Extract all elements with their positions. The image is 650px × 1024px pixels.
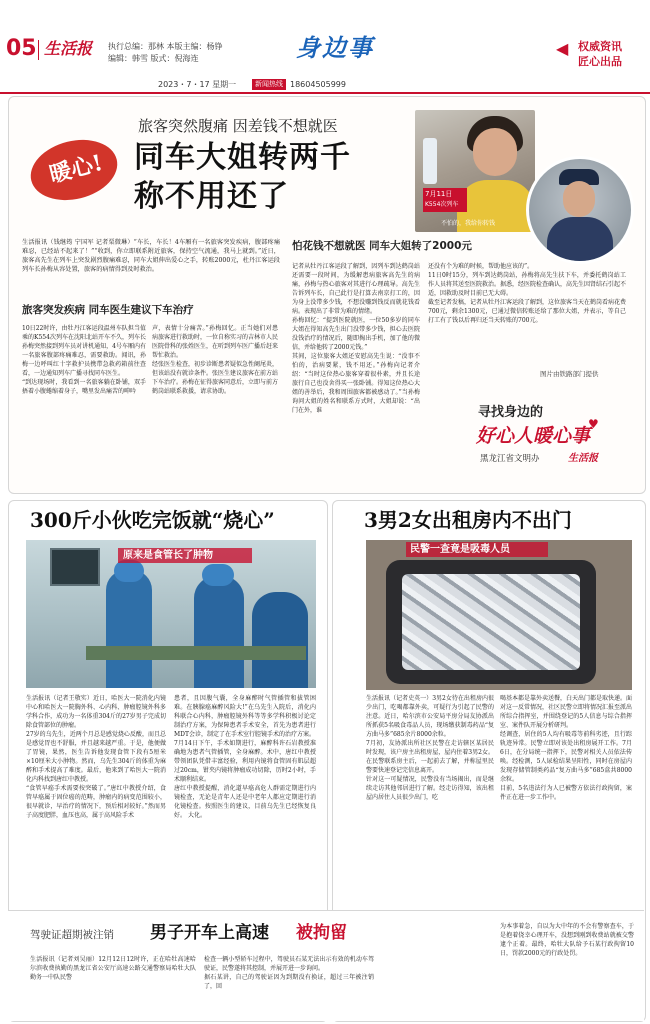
story3-col2-p2: 经调查，居住的5人均有吸毒等前科劣迹，且行踪轨迹异常。民警立即对该处出租房展开工作。7月6日，在分局统一指挥下，民警对相关人员依法传唤。经检测，5人尿检结果呈阳性，同时在房屋内发现存储管制类药品“复方曲马多”685盒共8000余粒。 <box>500 731 632 783</box>
story2-col2-p3: 唐红中教授提醒，消化道早癌高危人群需定期进行内镜检查，无论是青年人还是中老年人都应定期进行消化镜检查。按照医生的建议，目前乌先生已经恢复良好。 <box>174 785 316 819</box>
section-title: 身边事 <box>296 33 374 62</box>
photo-caption-train: K554次列车 <box>425 201 459 208</box>
page-number: 05 <box>6 36 37 61</box>
story1-col1 <box>22 324 146 488</box>
patient-table <box>86 646 306 660</box>
conductor-photo <box>526 156 634 264</box>
story4-headline-black: 男子开车上高速 <box>150 923 269 943</box>
story1-col3-p2: 孙梅回忆：“提到医院就医，一位50多岁的同车大姐在得知高先生出门没带多少钱，担心去医院没钱治疗的情况后，随即掏出手机，加了他的微信，并给他转了2000元钱。” <box>292 317 420 351</box>
story3-col2-p1: 喝基本都是靠外卖送餐，白天出门都是取快递。面对这一反常情况，社区民警立即将情况汇报至派出所综合指挥室，并围绕登记的5人信息与综合指挥室、案件队开展分析研判。 <box>500 695 632 729</box>
passenger-photo <box>415 110 535 232</box>
issue-date: 2023・7・17 星期一 <box>158 80 237 89</box>
story1-col4 <box>428 262 626 370</box>
story1-subhead-2: 怕花钱不想就医 同车大姐转了2000元 <box>292 240 472 252</box>
slogan-line-1: 权威资讯 <box>578 40 622 53</box>
story1-col2 <box>152 324 278 488</box>
conductor-uniform <box>547 217 613 264</box>
surgeon-right <box>252 592 308 688</box>
conductor-face <box>563 181 595 217</box>
story2-col1-p2: 27岁的乌先生，近两个月总是感觉烧心反酸，而且总是感觉胃也不舒服，并且越来越严重。于是，他便做了胃镜，果然，医生告诉他发现食管下段有5厘米×10厘米大小肿物。然而，乌先生304斤的体重为麻醉和手术提高了难度。最后，他来到了哈医大一院消化内科找到唐红中教授。 <box>26 731 166 783</box>
chevron-icon: ◀ <box>556 39 569 58</box>
story1-col3-p1: 记者从牡丹江客运段了解到，因列车到达鹤岗站还需要一段时间，为缓解患病旅客高先生的病痛，孙梅与热心旅客对其进行心理疏导。高先生告诉列车长，自己此行是打算去南京打工的，因为身上没带多少钱，不想没赚到钱反而就花钱看病。表现出了非常为难的情绪。 <box>292 263 420 315</box>
story1-col4-p1: 还没有个为难的时候，帮助他应该的”。 <box>428 263 534 270</box>
story1-headline-line2: 称不用还了 <box>134 179 289 214</box>
story1-col1-p1: 10日22时许，由牡丹江客运段温州车队担当值乘的K554次列车在沈阳北站开车不久，列车长孙梅突然接到列车员对讲机通知，4号车厢内有一名旅客腹部疼痛难忍，需要救助。闻讯，孙梅一边呼叫红十字救护员携带急救药箱前往查看，一边通知列车广播寻找同车医生。 <box>22 325 146 377</box>
editors-line-2: 编辑：韩雪 版式：倪海连 <box>108 54 199 63</box>
hotline-number: 18604505999 <box>290 80 346 89</box>
story2-col2-stub: 大化。 <box>187 812 206 819</box>
feature-org: 黑龙江省文明办 <box>480 454 540 464</box>
story4-col3: 为本事着急，自以为大中年的不会有警察查车，于是抱着侥幸心理开车，没想到刚到收费站就被交警逮个正着。最终，哈牡大队给予石某行政拘留10日，罚款2000元的行政处罚。 <box>500 923 634 957</box>
pill-packs <box>402 574 580 670</box>
photo-caption-date: 7月11日 <box>425 190 453 198</box>
story3-col2-p3: 目前，5名违法行为人已被警方依法行政拘留，案件正在进一步工作中。 <box>500 785 632 801</box>
story2-col2-p2: 7月14日下午，手术如期进行，麻醉科许石岩教授准确地为患者气管插管，全身麻醉。术中，唐红中教授带领团队凭借丰富经验，利用内镜将食管固有肌层超过20cm，钳夹内镜将肿瘤成功切除，历时2小时，手术顺利结束。 <box>174 740 316 783</box>
story4-col2-p1: 检查一辆小型轿车过程中，驾驶员石某无法出示有效的机动车驾驶证，民警遂将其控制，并展开进一步询问。 <box>204 956 374 972</box>
story1-kicker: 旅客突然腹痛 因差钱不想就医 <box>138 117 338 135</box>
monitor <box>50 548 100 586</box>
story2-col1-p3: “食管早癌手术需要按突破了。”唐红中教授介绍，食管早癌属于固位癌的范畴，肿瘤内的病变范围较小，很早就诊，早治疗的情况下，预后相对较好。”然而男子高度肥胖，血压也高，属于高风险手术 <box>26 785 166 819</box>
story4-col1: 生活报讯（记者刘吴丽）12月12日12时许，正在哈牡高速哈尔滨收费执勤的黑龙江省公安厅高速公路交通警察局哈牡大队勤务一中队民警 <box>30 956 196 981</box>
header-divider <box>38 40 39 60</box>
story1-photo-credit: 图片由铁路部门提供 <box>540 370 599 378</box>
story3-col2 <box>500 694 632 904</box>
story1-col3 <box>292 262 420 488</box>
story4-headline-red: 被拘留 <box>296 923 347 943</box>
story1-col4-p3: 截至记者发稿，记者从牡丹江客运段了解到，这位旅客当天在鹤岗看病花费700元，剩余1300元，已通过微信转账还给了那位大姐，并表示，等自己打工有了钱以后再归还当天转账的700元。 <box>428 299 626 324</box>
photo-caption-bottom: 不怕的，我给你转钱 <box>441 220 496 227</box>
story1-col4-p2: 11日0时15分，列车到达鹤岗站，孙梅将高先生扶下车，并委托鹤岗站工作人员将其送至医院救治。据悉，经医院检查确认，高先生因肾结石引起不适，因救助及时目前已无大碍。 <box>428 272 626 297</box>
story1-headline-line1: 同车大姐转两千 <box>134 140 351 175</box>
story1-col3-p3: 其间，这位旅客大姐还安慰高先生说：“没事不怕的，治病要紧，钱不用还。”孙梅向记者介绍：“当时这位热心旅客穿着很朴素，并且长途旅行自己也没舍得买一张卧铺。得知这位热心大姐的善举后，我和周围旅客都被感动了。”当孙梅询问大姐的姓名和联系方式时，大姐却说：“出门在外，谁 <box>292 353 420 414</box>
surgery-photo <box>26 540 316 688</box>
editors-line-1: 执行总编：那林 本版主编：杨铮 <box>108 42 223 51</box>
drug-evidence-photo <box>366 540 632 690</box>
water-bottle <box>423 138 437 184</box>
masthead-rule <box>0 92 650 94</box>
story1-subhead-1: 旅客突发疾病 同车医生建议下车治疗 <box>22 304 194 316</box>
story2-col1-p1: 生活报讯（记者王敬实）近日，哈医大一院消化内镜中心和哈医大一院胸外科、心内科、肿瘤腔镜外科多学科合作，成功为一名体重304斤的27岁男子完成切除食管部位的肿瘤。 <box>26 695 166 729</box>
story1-col2-p1: 声，表情十分痛苦。”孙梅回忆。正当她们对患病旅客进行救助时，一位自称实习的吉林市人民医院骨科的张姓医生，在听到列车医广播后赶来帮忙救治。 <box>152 325 278 359</box>
surgeon-mid-cap <box>202 564 234 586</box>
slogan-line-2: 匠心出品 <box>578 55 622 68</box>
surgeon-mid <box>194 576 244 688</box>
feature-label: 寻找身边的 <box>478 405 544 420</box>
story3-subtitle: 民警一查竟是吸毒人员 <box>410 544 510 555</box>
feature-paper-logo: 生活报 <box>568 453 598 464</box>
heart-icon: ♥ <box>588 417 599 431</box>
story4-kicker: 驾驶证超期被注销 <box>30 929 114 941</box>
story2-col2-p1: 患者，且因腹气囊，全身麻醉时气管插管和拔管困难。在胰腺癌麻醉风险大!”在乌先生入院后，消化内科联合心内科，肿瘤腔镜外科等等多学科积极讨论定制治疗方案，为保障患者手术安全，首先为患者进行MDT会诊，制定了在手术室行腔镜手术的治疗方案。 <box>174 695 316 738</box>
story2-subtitle: 原来是食管长了肿物 <box>123 550 213 561</box>
story2-headline: 300斤小伙吃完饭就“烧心” <box>30 508 275 532</box>
story1-col1-p2: “到达现场时，我看到一名旅客躺在卧铺，双手捂着小腹蜷缩着身子，嘴里发出痛苦的呻吟 <box>22 379 146 395</box>
feature-title: 好心人暖心事 <box>476 425 591 447</box>
story1-col2-p2: 经张医生检查，初步诊断患者疑似急性阑尾炎，但该站没有就诊条件。张医生建议旅客在前方站下车治疗。孙梅在征得旅客同意后，立即与前方鹤岗站联系救援，请求协助。 <box>152 361 278 395</box>
story4-col2-p2: 据石某讲，自己的驾驶证因为到期没有换证，超过三年被注销了，回 <box>204 974 374 990</box>
surgeon-left <box>106 570 152 688</box>
hotline-label: 新闻热线 <box>252 79 286 90</box>
story3-headline: 3男2女出租房内不出门 <box>364 508 572 532</box>
story3-col1-p2: 7月初，友协派出所社区民警在走访辖区某居民时发现，该户房主出租房屋，屋内住着3男2女。在民警联系房主后，一起前去了解，并称屋里民警要快速登记完信息离开。 <box>366 740 494 774</box>
warm-heart-badge-text: 暖心! <box>46 149 106 189</box>
story4-col2 <box>204 955 374 1015</box>
surgeon-left-cap <box>114 560 144 582</box>
paper-logo: 生活报 <box>44 39 93 58</box>
story1-intro: 生活报讯（钱继筠 宁国军 记者栗微琳）“车长，车长！4车厢有一名旅客突发疾病，腹部疼痛难忍，已经站不起来了！”“收到，你立即联系附近旅客，保持空气流通，我马上就到。”近日，旅客高先生在列车上突发剧烈腹痛难忍，同车大姐伸出爱心之手，转账2000元，杜丹江客运段列车长孙梅从容处置，旅客的病情得到及时救治。 <box>22 239 280 273</box>
story3-col1-p1: 生活报讯（记者史英一）3男2女待在出租房内很少出门，吃喝都靠外卖，可疑行为引起了民警的注意。近日，哈尔滨市公安局平房分局友协派出所抓获5名吸食毒品人员，现场缴获制毒药品“复方曲马多”685余片8000余粒。 <box>366 695 494 738</box>
story3-col1-p3: 针对这一可疑情况，民警没有当场揭出，而是继续走访其他邻居进行了解。经走访得知，该出租屋内居住人员很少出门，吃 <box>366 776 494 801</box>
passenger-face <box>473 128 517 176</box>
